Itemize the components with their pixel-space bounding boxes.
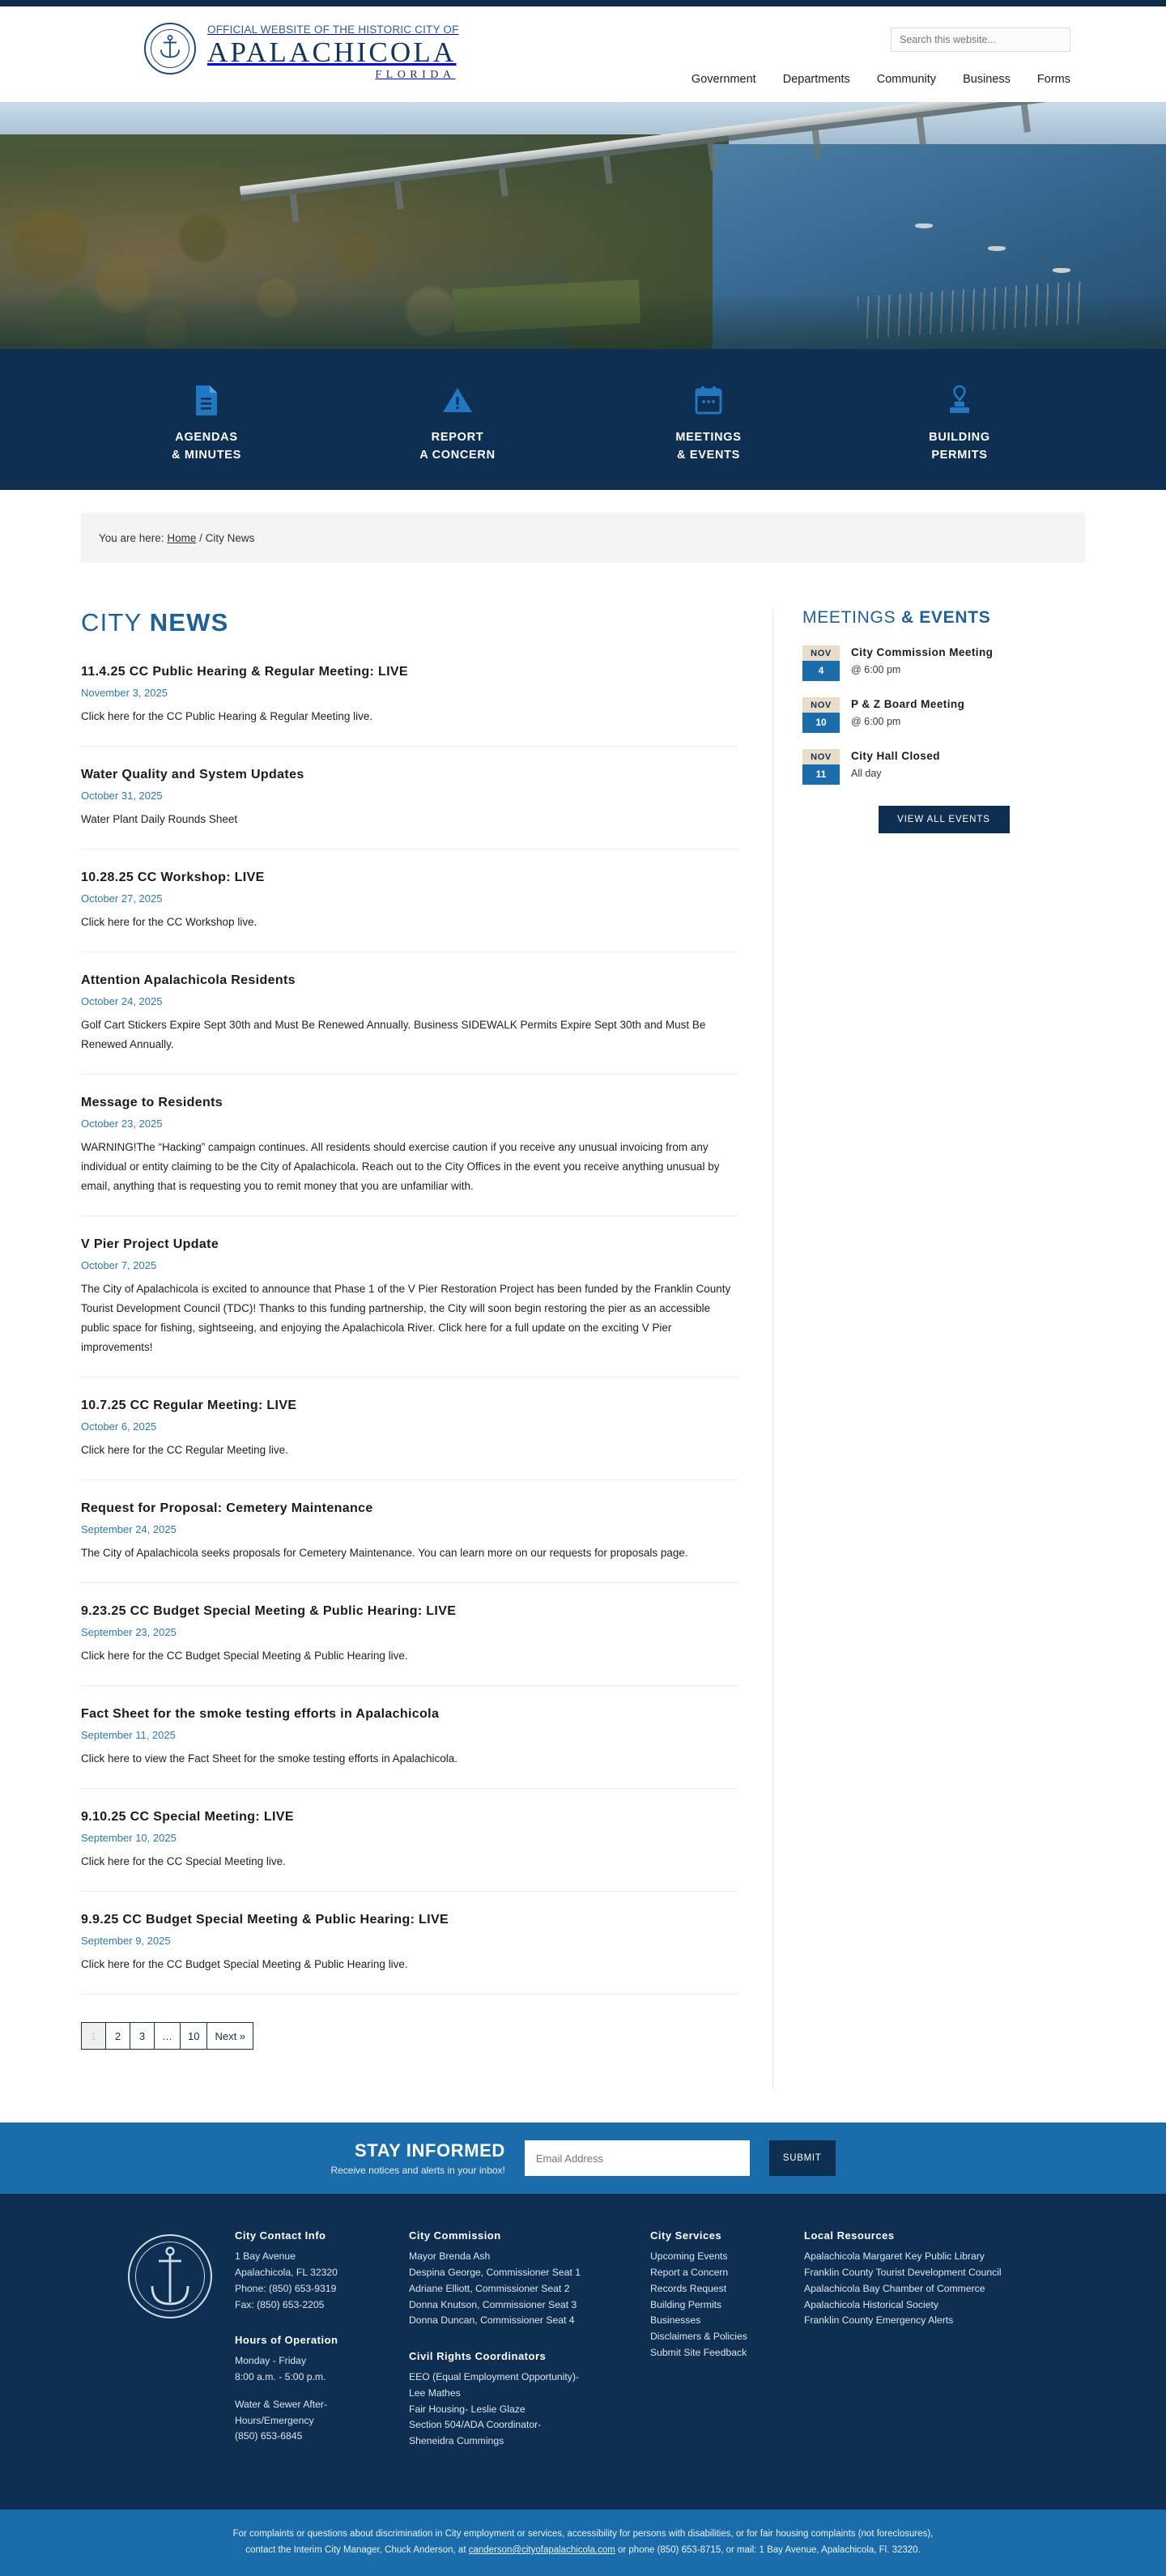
news-item-title[interactable]: 10.28.25 CC Workshop: LIVE [81, 871, 265, 885]
pagination-link[interactable]: … [155, 2023, 181, 2049]
warning-triangle-icon [442, 381, 473, 419]
news-item-excerpt: Click here for the CC Public Hearing & Regular Meeting live. [81, 710, 373, 722]
footer-service-link[interactable]: Disclaimers & Policies [650, 2331, 747, 2343]
page-title [81, 608, 738, 637]
footer-column-resources [804, 2229, 1047, 2471]
news-item [81, 871, 738, 952]
news-item-date: October 31, 2025 [81, 790, 163, 803]
footer-service-link[interactable]: Building Permits [650, 2298, 722, 2310]
calendar-icon [695, 381, 722, 419]
breadcrumb-current: City News [205, 531, 255, 544]
footer-commissioner: Mayor Brenda Ash [409, 2250, 491, 2263]
event-day: 10 [802, 713, 840, 733]
stay-informed-bar [0, 2123, 1166, 2194]
footer-service-link[interactable]: Records Request [650, 2282, 727, 2294]
news-item-date: September 9, 2025 [81, 1935, 171, 1948]
footer-commissioner: Donna Knutson, Commissioner Seat 3 [409, 2298, 577, 2310]
pagination-link[interactable]: 10 [181, 2023, 207, 2049]
footer-commission-heading: City Commission [409, 2229, 501, 2242]
quicklink-meetings-events[interactable] [583, 349, 834, 490]
footer-civil-rights-heading: Civil Rights Coordinators [409, 2350, 547, 2363]
pagination-link[interactable]: 2 [106, 2023, 130, 2049]
news-item-date: September 23, 2025 [81, 1626, 177, 1639]
legal-email-link[interactable]: canderson@cityofapalachicola.com [468, 2545, 615, 2556]
quicklink-label-line2: A CONCERN [419, 449, 496, 462]
footer-civil-rights-line: Section 504/ADA Coordinator- [409, 2419, 542, 2431]
news-item-excerpt: Click here for the CC Special Meeting live. [81, 1855, 286, 1868]
news-item-date: October 23, 2025 [81, 1118, 163, 1130]
event-day: 4 [802, 661, 840, 681]
footer-resource-link[interactable]: Franklin County Tourist Development Council [804, 2267, 1002, 2279]
news-item-title[interactable]: V Pier Project Update [81, 1237, 219, 1252]
quicklink-agendas-minutes[interactable] [81, 349, 332, 490]
quick-links-bar [0, 349, 1166, 490]
news-item-excerpt: The City of Apalachicola seeks proposals for Cemetery Maintenance. You can learn more on our requests for proposals page. [81, 1547, 688, 1560]
news-item-excerpt: Click here for the CC Budget Special Meeting & Public Hearing live. [81, 1958, 408, 1971]
news-item-excerpt: Click here for the CC Workshop live. [81, 916, 257, 929]
pagination-link[interactable]: 3 [130, 2023, 155, 2049]
event-date-box [802, 645, 840, 681]
footer-resource-link[interactable]: Apalachicola Margaret Key Public Library [804, 2250, 985, 2263]
footer-service-link[interactable]: Businesses [650, 2314, 701, 2327]
footer-hours-heading: Hours of Operation [235, 2334, 338, 2347]
nav-item-business[interactable]: Business [963, 73, 1011, 86]
news-item [81, 1913, 738, 1995]
event-date-box [802, 749, 840, 785]
news-item [81, 1501, 738, 1583]
news-item-date: October 24, 2025 [81, 995, 163, 1008]
legal-line-1: For complaints or questions about discrimination in City employment or services, accessibility for persons with disabilities, or for fair housing complaints (not foreclosures), [232, 2528, 934, 2539]
sidebar [773, 608, 1085, 874]
footer-civil-rights-line: Fair Housing- Leslie Glaze [409, 2403, 526, 2415]
footer-commissioner: Despina George, Commissioner Seat 1 [409, 2267, 581, 2279]
quicklink-label-line1: REPORT [431, 430, 484, 444]
pagination-link[interactable]: 1 [82, 2023, 106, 2049]
quicklink-label-line1: MEETINGS [675, 430, 742, 444]
news-item-excerpt: Water Plant Daily Rounds Sheet [81, 813, 238, 826]
footer-column-commission [409, 2229, 650, 2471]
event-item[interactable] [802, 645, 1085, 681]
site-logo-link[interactable] [144, 18, 459, 82]
event-time: All day [851, 768, 882, 779]
footer-emergency-line: Water & Sewer After- [235, 2398, 328, 2410]
events-list [802, 645, 1085, 785]
event-item[interactable] [802, 697, 1085, 733]
news-item-excerpt: Click here for the CC Regular Meeting live. [81, 1444, 288, 1457]
search-form [891, 28, 1070, 52]
news-item-date: October 6, 2025 [81, 1420, 157, 1433]
footer-contact-line: Apalachicola, FL 32320 [235, 2267, 338, 2279]
footer-emergency-line: Hours/Emergency [235, 2414, 314, 2426]
event-day: 11 [802, 764, 840, 785]
quicklink-label-line2: & EVENTS [676, 449, 741, 462]
news-item-title[interactable]: 9.23.25 CC Budget Special Meeting & Public Hearing: LIVE [81, 1604, 457, 1619]
footer-civil-rights-line: Sheneidra Cummings [409, 2435, 504, 2447]
site-footer [0, 2194, 1166, 2510]
pagination [81, 2022, 253, 2050]
quicklink-label-line2: & MINUTES [171, 449, 242, 462]
footer-contact-line: Fax: (850) 653-2205 [235, 2298, 325, 2310]
news-item-title[interactable]: 9.9.25 CC Budget Special Meeting & Public Hearing: LIVE [81, 1913, 449, 1927]
quicklink-label-line1: BUILDING [929, 430, 990, 444]
footer-resource-link[interactable]: Apalachicola Bay Chamber of Commerce [804, 2282, 985, 2294]
sidebar-title-bold: & EVENTS [900, 608, 991, 627]
hero-banner-image [0, 102, 1166, 349]
footer-contact-line: 1 Bay Avenue [235, 2250, 296, 2263]
stay-informed-heading: STAY INFORMED [355, 2140, 505, 2161]
news-item-excerpt: Golf Cart Stickers Expire Sept 30th and Must Be Renewed Annually. Business SIDEWALK Permits Expire Sept 30th and Must Be Renewed Annually. [81, 1019, 706, 1051]
nav-item-government[interactable]: Government [691, 73, 756, 86]
news-item-title[interactable]: Water Quality and System Updates [81, 768, 304, 782]
nav-item-forms[interactable]: Forms [1036, 73, 1070, 86]
news-item [81, 768, 738, 849]
legal-notice-bar [0, 2510, 1166, 2576]
event-time: @ 6:00 pm [851, 716, 901, 727]
news-item [81, 1237, 738, 1377]
quicklink-report-a-concern[interactable] [332, 349, 583, 490]
news-item-date: September 24, 2025 [81, 1523, 177, 1536]
news-list [81, 665, 738, 1995]
event-title[interactable]: City Commission Meeting [851, 646, 994, 658]
subscribe-submit-button[interactable]: SUBMIT [769, 2140, 836, 2176]
news-item-title[interactable]: Fact Sheet for the smoke testing efforts in Apalachicola [81, 1707, 440, 1722]
footer-service-link[interactable]: Submit Site Feedback [650, 2346, 747, 2358]
event-month: NOV [802, 645, 840, 661]
footer-contact-heading: City Contact Info [235, 2229, 326, 2242]
page-title-bold: NEWS [149, 608, 229, 637]
event-time: @ 6:00 pm [851, 664, 901, 675]
main-content [81, 563, 1085, 2090]
breadcrumb-prefix: You are here: [99, 531, 164, 544]
breadcrumb-separator: / [199, 531, 202, 544]
footer-civil-rights-line: Lee Mathes [409, 2387, 461, 2399]
event-month: NOV [802, 697, 840, 713]
news-item-title[interactable]: Attention Apalachicola Residents [81, 973, 296, 988]
legal-line-2 [0, 2542, 1166, 2558]
news-item [81, 1399, 738, 1480]
news-item-date: September 11, 2025 [81, 1729, 176, 1742]
stay-informed-subtext: Receive notices and alerts in your inbox! [330, 2165, 505, 2177]
quicklink-label-line2: PERMITS [931, 449, 988, 462]
event-title[interactable]: City Hall Closed [851, 750, 940, 762]
breadcrumb [81, 513, 1085, 563]
footer-seal [81, 2229, 235, 2471]
search-input[interactable] [891, 28, 1070, 52]
event-month: NOV [802, 749, 840, 764]
site-tagline: OFFICIAL WEBSITE OF THE HISTORIC CITY OF [207, 23, 459, 36]
news-item-title[interactable]: Message to Residents [81, 1096, 223, 1110]
site-state-name: FLORIDA [375, 68, 456, 81]
footer-commissioner: Adriane Elliott, Commissioner Seat 2 [409, 2282, 570, 2294]
event-title[interactable]: P & Z Board Meeting [851, 698, 965, 710]
news-item [81, 973, 738, 1075]
legal-line-2-pre: contact the Interim City Manager, Chuck Anderson, at [245, 2545, 469, 2556]
news-item-excerpt: WARNING!The “Hacking” campaign continues. All residents should exercise caution if you receive any unusual invoicing from any individual or entity claiming to be the City of Apalachicola. Reach out to the City Offices in the event you receive anything unusual by email, anything that is requesting you to remit money that you are unfamiliar with. [81, 1141, 720, 1193]
news-column [81, 608, 773, 2090]
news-item-date: October 7, 2025 [81, 1259, 157, 1272]
news-item [81, 1096, 738, 1216]
city-seal-footer-icon [128, 2234, 212, 2318]
footer-emergency-line: (850) 653-6845 [235, 2430, 303, 2442]
quicklink-label-line1: AGENDAS [175, 430, 238, 444]
legal-line-2-post: or phone (850) 653-8715, or mail: 1 Bay Avenue, Apalachicola, Fl. 32320. [615, 2545, 921, 2556]
sidebar-title [802, 608, 1085, 628]
pagination-link[interactable]: Next » [207, 2023, 253, 2049]
news-item-title[interactable]: Request for Proposal: Cemetery Maintenance [81, 1501, 373, 1516]
stamp-icon [947, 381, 972, 419]
document-icon [194, 381, 219, 419]
footer-resource-link[interactable]: Franklin County Emergency Alerts [804, 2314, 954, 2327]
footer-column-services [650, 2229, 804, 2471]
top-accent-bar [0, 0, 1166, 6]
quicklink-building-permits[interactable] [834, 349, 1085, 490]
event-item[interactable] [802, 749, 1085, 785]
site-city-name: APALACHICOLA [207, 36, 457, 68]
footer-resource-link[interactable]: Apalachicola Historical Society [804, 2298, 938, 2310]
footer-resources-heading: Local Resources [804, 2229, 895, 2242]
news-item-excerpt: The City of Apalachicola is excited to announce that Phase 1 of the V Pier Restoration Project has been funded by the Franklin County Tourist Development Council (TDC)! Thanks to this funding partnership, the City will soon begin restoring the pier as an accessible public space for fishing, sightseeing, and enjoying the Apalachicola River. Click here for a full update on the exciting V Pier improvements! [81, 1283, 731, 1354]
footer-services-heading: City Services [650, 2229, 722, 2242]
footer-commissioner: Donna Duncan, Commissioner Seat 4 [409, 2314, 575, 2327]
news-item [81, 1707, 738, 1789]
footer-service-link[interactable]: Report a Concern [650, 2267, 729, 2279]
news-item [81, 1604, 738, 1686]
news-item-excerpt: Click here to view the Fact Sheet for the smoke testing efforts in Apalachicola. [81, 1752, 457, 1765]
news-item-excerpt: Click here for the CC Budget Special Meeting & Public Hearing live. [81, 1650, 408, 1663]
news-item-date: September 10, 2025 [81, 1832, 177, 1845]
footer-hours-line: Monday - Friday [235, 2355, 307, 2367]
news-item-date: October 27, 2025 [81, 892, 163, 905]
news-item-title[interactable]: 11.4.25 CC Public Hearing & Regular Meeting: LIVE [81, 665, 408, 679]
news-item [81, 1810, 738, 1892]
footer-civil-rights-line: EEO (Equal Employment Opportunity)- [409, 2371, 579, 2383]
news-item-date: November 3, 2025 [81, 687, 168, 699]
site-header [0, 6, 1166, 102]
footer-contact-line: Phone: (850) 653-9319 [235, 2282, 337, 2294]
breadcrumb-zone [0, 490, 1166, 563]
sidebar-title-light: MEETINGS [802, 608, 896, 627]
breadcrumb-home-link[interactable]: Home [167, 531, 197, 544]
nav-item-community[interactable]: Community [876, 73, 937, 86]
city-seal-icon [144, 23, 196, 75]
page-title-light: CITY [81, 608, 142, 637]
footer-service-link[interactable]: Upcoming Events [650, 2250, 728, 2263]
nav-item-departments[interactable]: Departments [782, 73, 850, 86]
footer-column-contact [235, 2229, 409, 2471]
view-all-events-button[interactable]: VIEW ALL EVENTS [879, 806, 1010, 833]
event-date-box [802, 697, 840, 733]
news-item-title[interactable]: 10.7.25 CC Regular Meeting: LIVE [81, 1399, 297, 1413]
footer-hours-line: 8:00 a.m. - 5:00 p.m. [235, 2371, 326, 2383]
email-subscribe-input[interactable] [525, 2140, 750, 2176]
main-navigation [692, 73, 1070, 86]
news-item-title[interactable]: 9.10.25 CC Special Meeting: LIVE [81, 1810, 294, 1824]
news-item [81, 665, 738, 747]
